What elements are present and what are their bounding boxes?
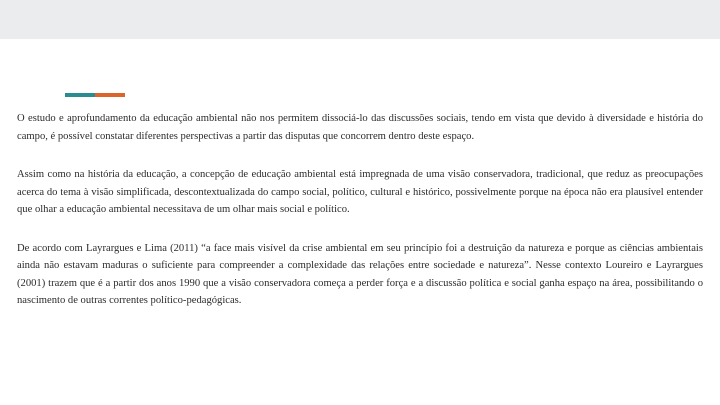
accent-bar-teal [65,93,95,97]
paragraph-2: Assim como na história da educação, a concepção de educação ambiental está impregnada de uma visão conservadora, tradicional, que reduz as preocupações acerca do tema à visão simplificada, descontextualizada do campo social, político, cultural e histórico, possivelmente porque na época não era plausível entender que olhar a educação ambiental necessitava de um olhar mais social e político. [17,169,703,215]
paragraph-1: O estudo e aprofundamento da educação ambiental não nos permitem dissociá-lo das discussões sociais, tendo em vista que devido à diversidade e história do campo, é possível constatar diferentes perspectivas a partir das disputas que concorrem dentro deste espaço. [17,113,703,142]
paragraph-3: De acordo com Layrargues e Lima (2011) “a face mais visível da crise ambiental em seu princípio foi a destruição da natureza e porque as ciências ambientais ainda não estavam maduras o suficiente para compreender a complexidade das relações entre sociedade e natureza”. Nesse contexto Loureiro e Layrargues (2001) trazem que é a partir dos anos 1990 que a visão conservadora começa a perder força e a discussão política e social ganha espaço na área, possibilitando o nascimento de outras correntes político-pedagógicas. [17,242,703,306]
accent-bar-orange [95,93,125,97]
header-band [0,0,720,39]
text-body [17,110,703,310]
